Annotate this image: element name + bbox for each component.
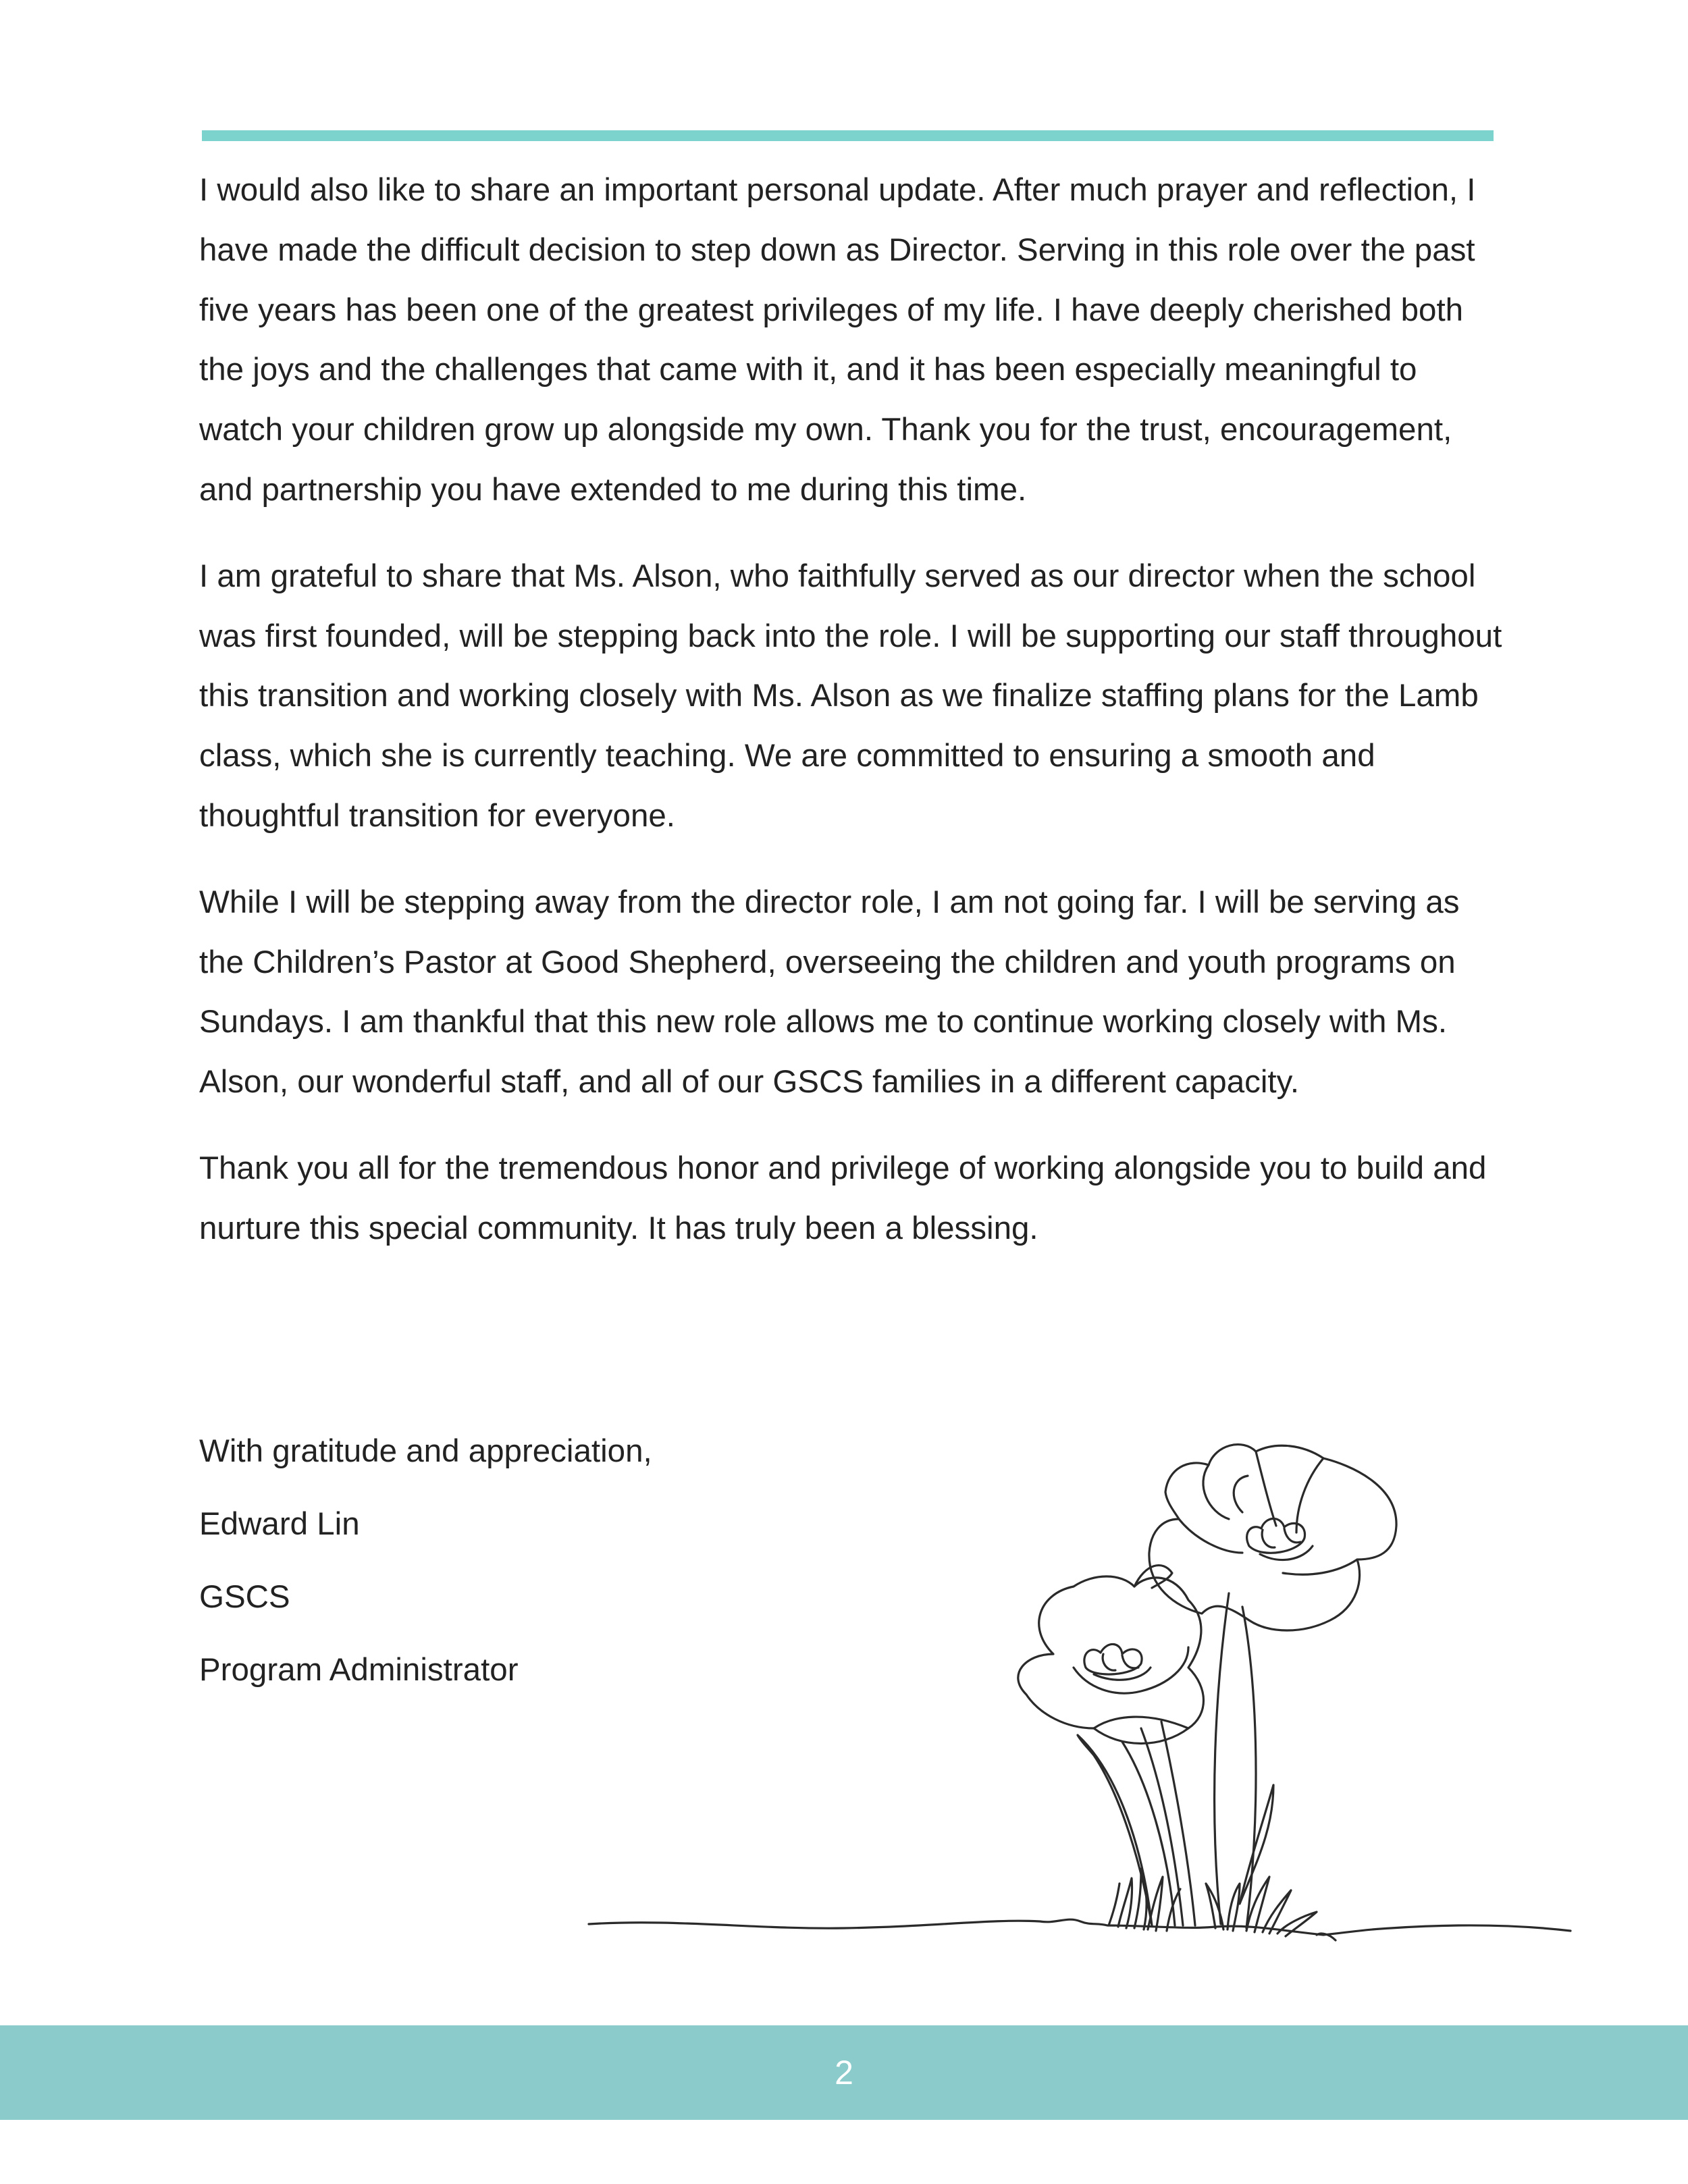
signer-organization: GSCS <box>199 1579 290 1615</box>
paragraph-new-role: While I will be stepping away from the director role, I am not going far. I will be serving as the Children’s Pastor at Good Shepherd, overseeing the children and youth programs on Sundays. I am thankful that this new role allows me to continue working closely with Ms. Alson, our wonderful staff, and all of our GSCS families in a different capacity. <box>199 884 1460 1100</box>
paragraph-thank-you: Thank you all for the tremendous honor and privilege of working alongside you to build and nurture this special community. It has truly been a blessing. <box>199 1150 1487 1246</box>
signer-title: Program Administrator <box>199 1652 519 1688</box>
paragraph-personal-update: I would also like to share an important personal update. After much prayer and reflection, I have made the difficult decision to step down as Director. Serving in this role over the past five years has been one of the greatest privileges of my life. I have deeply cherished both the joys and the challenges that came with it, and it has been especially meaningful to watch your children grow up alongside my own. Thank you for the trust, encouragement, and partnership you have extended to me during this time. <box>199 172 1476 508</box>
footer-band <box>0 2025 1688 2120</box>
signer-name: Edward Lin <box>199 1506 360 1542</box>
letter-body <box>199 161 1502 1285</box>
top-accent-rule <box>202 130 1494 141</box>
paragraph-new-director: I am grateful to share that Ms. Alson, who faithfully served as our director when the school was first founded, will be stepping back into the role. I will be supporting our staff throughout this transition and working closely with Ms. Alson as we finalize staffing plans for the Lamb class, which she is currently teaching. We are committed to ensuring a smooth and thoughtful transition for everyone. <box>199 558 1502 834</box>
line-art-flowers-icon <box>581 1424 1580 1951</box>
closing-line: With gratitude and appreciation, <box>199 1433 652 1469</box>
page-number: 2 <box>835 2054 853 2092</box>
